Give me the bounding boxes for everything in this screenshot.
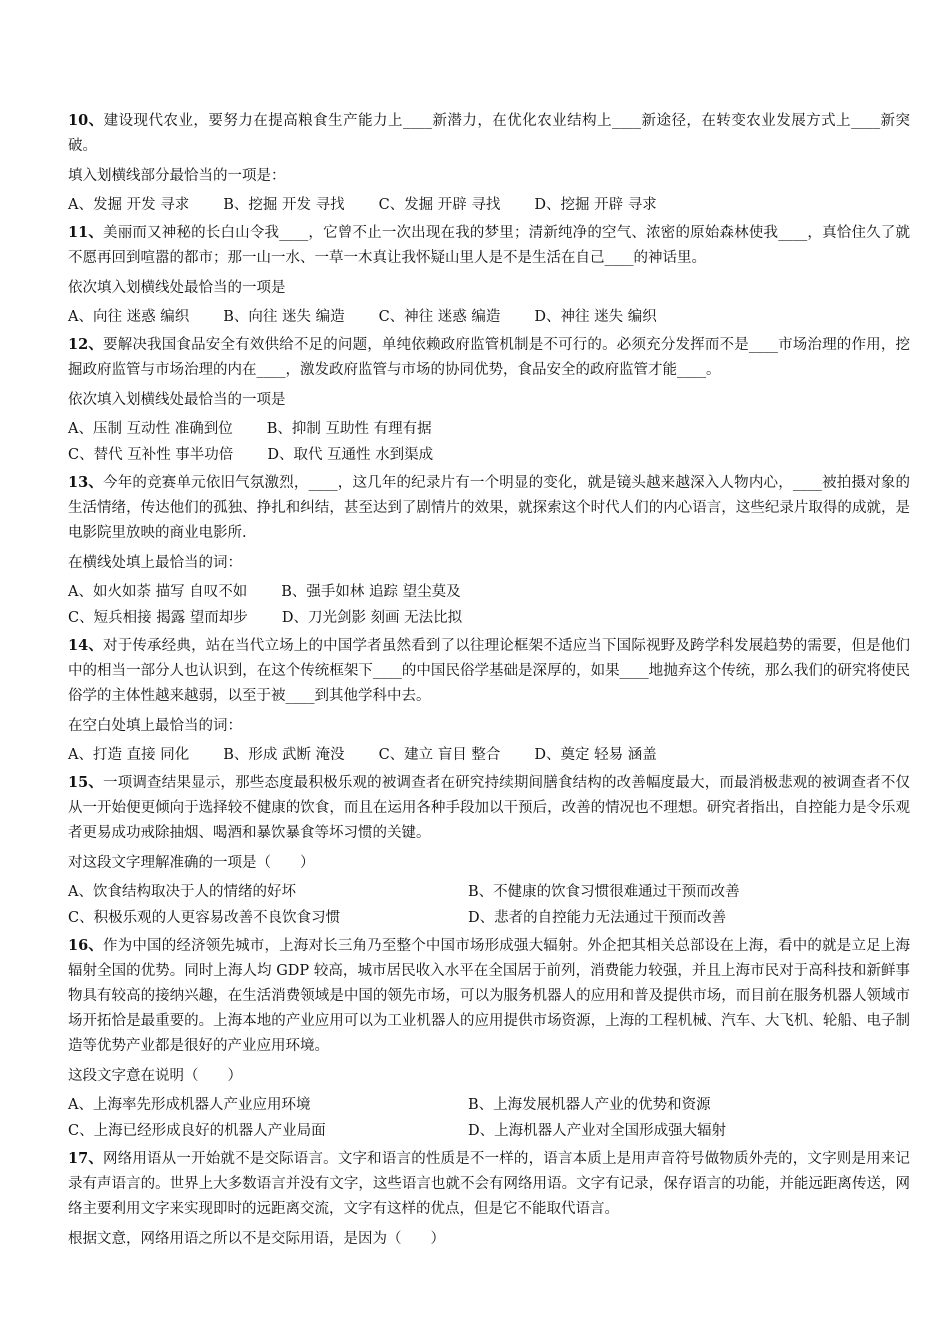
option-d[interactable]: D、挖掘 开辟 寻求 [534,197,657,213]
option-d[interactable]: D、悲者的自控能力无法通过干预而改善 [468,910,727,926]
options-row [68,579,910,605]
option-a[interactable]: A、发掘 开发 寻求 [68,197,190,213]
question-17 [68,1146,910,1252]
question-prompt: 在空白处填上最恰当的词： [68,718,242,734]
option-b[interactable]: B、挖掘 开发 寻找 [223,197,345,213]
option-c[interactable]: C、积极乐观的人更容易改善不良饮食习惯 [68,910,341,926]
question-15 [68,770,910,931]
question-stem: 16、作为中国的经济领先城市，上海对长三角乃至整个中国市场形成强大辐射。外企把其相关总部设在上海，看中的就是立足上海辐射全国的优势。同时上海人均 GDP 较高，城市居民收入水平在全国居于前列，消费能力较强，并且上海市民对于高科技和新鲜事物具有较高的接纳兴趣，在生活消费领域是中国的领先市场，可以为服务机器人的应用和普及提供市场，而目前在服务机器人领域市场开拓恰是最重要的。上海本地的产业应用可以为工业机器人的应用提供市场资源，上海的工程机械、汽车、大飞机、轮船、电子制造等优势产业都是很好的产业应用环境。 [68,937,910,1054]
question-prompt: 根据文意，网络用语之所以不是交际用语，是因为（ ） [68,1231,445,1247]
option-b[interactable]: B、抑制 互助性 有理有据 [266,421,432,437]
question-number: 10、 [68,112,104,129]
options-row [68,742,910,768]
option-b[interactable]: B、形成 武断 淹没 [223,747,345,763]
options-row [68,605,910,631]
question-prompt: 依次填入划横线处最恰当的一项是 [68,392,286,408]
option-b[interactable]: B、强手如林 追踪 望尘莫及 [281,584,461,600]
question-number: 16、 [68,937,104,954]
option-c[interactable]: C、替代 互补性 事半功倍 [68,447,234,463]
option-c[interactable]: C、神往 迷惑 编造 [378,309,501,325]
option-b[interactable]: B、不健康的饮食习惯很难通过干预而改善 [468,884,740,900]
option-a[interactable]: A、向往 迷惑 编织 [68,309,190,325]
option-d[interactable]: D、神往 迷失 编织 [534,309,657,325]
question-stem: 13、今年的竞赛单元依旧气氛激烈，____，这几年的纪录片有一个明显的变化，就是镜头越来越深入人物内心，____被拍摄对象的生活情绪，传达他们的孤独、挣扎和纠结，甚至达到了剧情片的效果，就探索这个时代人们的内心语言，这些纪录片取得的成就，是电影院里放映的商业电影所. [68,474,910,541]
question-number: 11、 [68,224,104,241]
option-a[interactable]: A、如火如荼 描写 自叹不如 [68,584,248,600]
question-14 [68,633,910,768]
question-stem: 12、要解决我国食品安全有效供给不足的问题，单纯依赖政府监管机制是不可行的。必须充分发挥而不是____市场治理的作用，挖掘政府监管与市场治理的内在____，激发政府监管与市场的协同优势，食品安全的政府监管才能____。 [68,336,910,378]
options-row [68,442,910,468]
question-number: 17、 [68,1150,104,1167]
question-12 [68,332,910,468]
options-grid [68,1092,910,1144]
option-d[interactable]: D、取代 互通性 水到渠成 [267,447,434,463]
option-a[interactable]: A、打造 直接 同化 [68,747,190,763]
options-row [68,416,910,442]
question-prompt: 依次填入划横线处最恰当的一项是 [68,280,286,296]
options-row [68,192,910,218]
option-c[interactable]: C、建立 盲目 整合 [378,747,501,763]
options-row [68,304,910,330]
question-number: 13、 [68,474,104,491]
question-prompt: 在横线处填上最恰当的词： [68,555,242,571]
options-grid [68,879,910,931]
option-a[interactable]: A、饮食结构取决于人的情绪的好坏 [68,884,296,900]
question-stem: 15、一项调查结果显示，那些态度最积极乐观的被调查者在研究持续期间膳食结构的改善幅度最大，而最消极悲观的被调查者不仅从一开始便更倾向于选择较不健康的饮食，而且在运用各种手段加以干预后，改善的情况也不理想。研究者指出，自控能力是令乐观者更易成功戒除抽烟、喝酒和暴饮暴食等坏习惯的关键。 [68,774,910,841]
exam-page [68,108,910,1255]
option-a[interactable]: A、上海率先形成机器人产业应用环境 [68,1097,311,1113]
option-d[interactable]: D、上海机器人产业对全国形成强大辐射 [468,1123,727,1139]
option-b[interactable]: B、向往 迷失 编造 [223,309,345,325]
question-prompt: 对这段文字理解准确的一项是（ ） [68,855,315,871]
question-stem: 10、建设现代农业，要努力在提高粮食生产能力上____新潜力，在优化农业结构上____新途径，在转变农业发展方式上____新突破。 [68,112,910,154]
question-11 [68,220,910,330]
option-a[interactable]: A、压制 互动性 准确到位 [68,421,233,437]
option-c[interactable]: C、发掘 开辟 寻找 [378,197,501,213]
question-number: 15、 [68,774,104,791]
option-b[interactable]: B、上海发展机器人产业的优势和资源 [468,1097,711,1113]
question-number: 14、 [68,637,104,654]
question-16 [68,933,910,1144]
option-d[interactable]: D、奠定 轻易 涵盖 [534,747,657,763]
option-d[interactable]: D、刀光剑影 刻画 无法比拟 [281,610,463,626]
question-stem: 17、网络用语从一开始就不是交际语言。文字和语言的性质是不一样的，语言本质上是用声音符号做物质外壳的，文字则是用来记录有声语言的。世界上大多数语言并没有文字，这些语言也就不会有网络用语。文字有记录，保存语言的功能，并能远距离传送，网络主要利用文字来实现即时的远距离交流，文字有这样的优点，但是它不能取代语言。 [68,1150,910,1217]
option-c[interactable]: C、短兵相接 揭露 望而却步 [68,610,248,626]
question-number: 12、 [68,336,104,353]
question-stem: 11、美丽而又神秘的长白山令我____，它曾不止一次出现在我的梦里；清新纯净的空气、浓密的原始森林使我____，真恰住久了就不愿再回到喧嚣的都市；那一山一水、一草一木真让我怀疑山里人是不是生活在自己____的神话里。 [68,224,910,266]
question-prompt: 这段文字意在说明（ ） [68,1068,242,1084]
option-c[interactable]: C、上海已经形成良好的机器人产业局面 [68,1123,326,1139]
question-10 [68,108,910,218]
question-13 [68,470,910,631]
question-stem: 14、对于传承经典，站在当代立场上的中国学者虽然看到了以往理论框架不适应当下国际视野及跨学科发展趋势的需要，但是他们中的相当一部分人也认识到，在这个传统框架下____的中国民俗学基础是深厚的，如果____地抛弃这个传统，那么我们的研究将使民俗学的主体性越来越弱，以至于被____到其他学科中去。 [68,637,910,704]
question-prompt: 填入划横线部分最恰当的一项是： [68,168,286,184]
